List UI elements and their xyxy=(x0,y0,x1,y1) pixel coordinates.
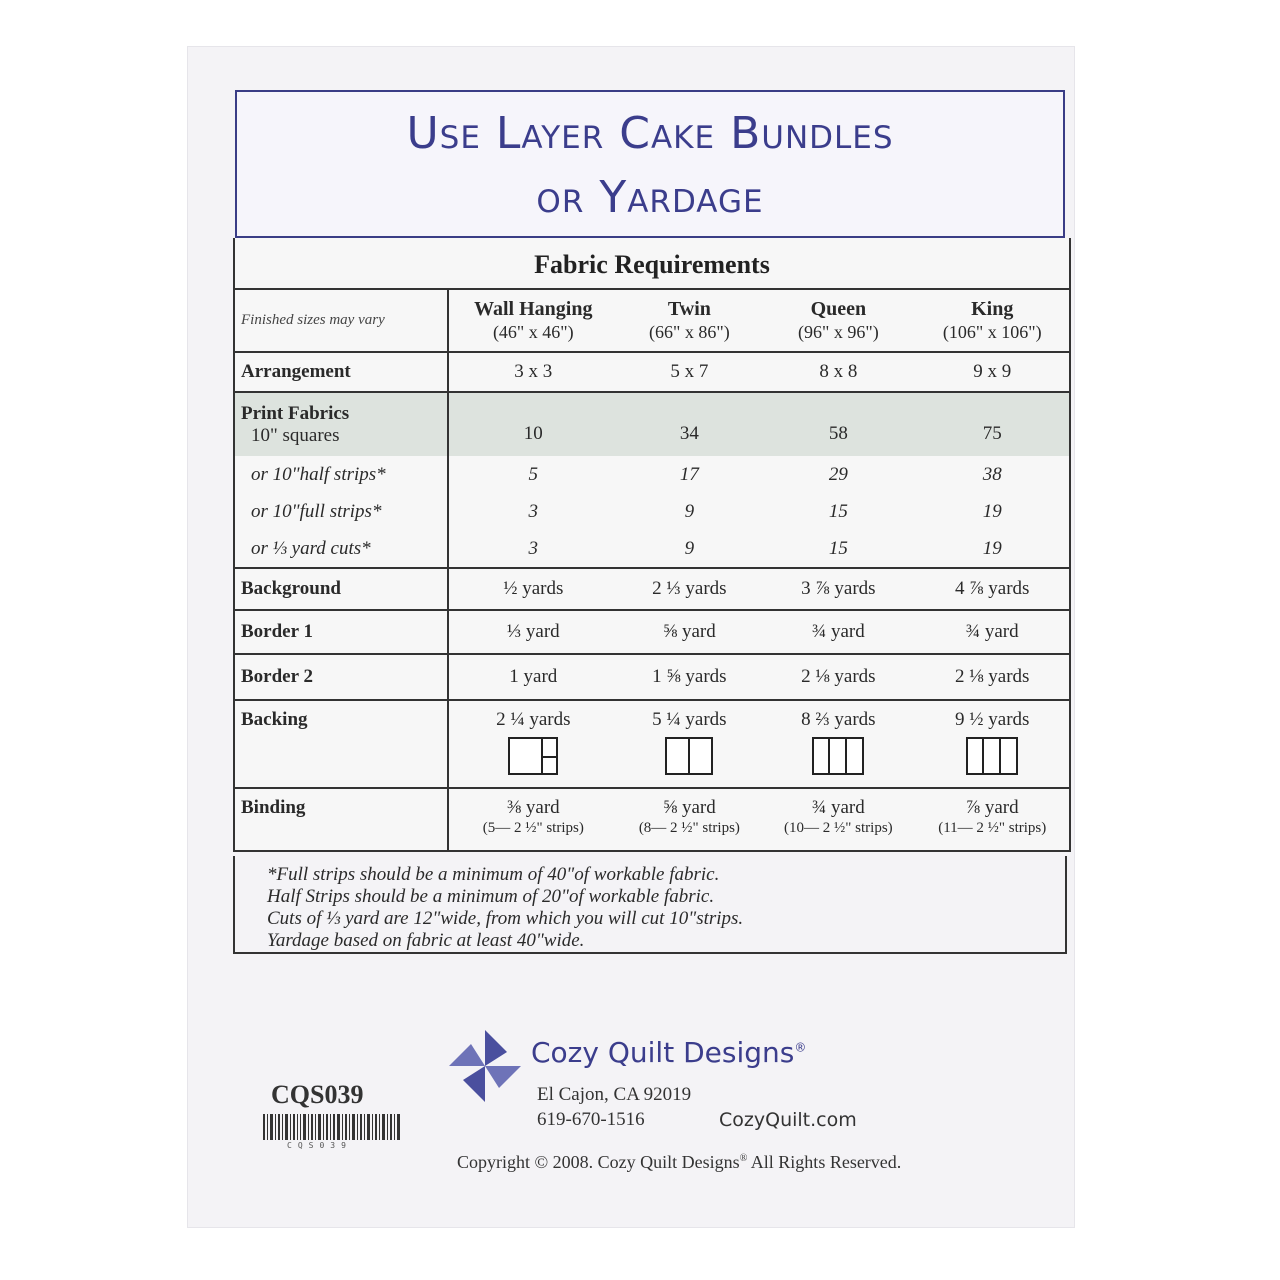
col-name: Wall Hanging xyxy=(474,297,593,320)
cell xyxy=(618,700,762,788)
registered-mark: ® xyxy=(794,1040,807,1055)
row-label xyxy=(235,392,448,456)
col-size: (66" x 86") xyxy=(649,321,730,342)
footnotes xyxy=(233,856,1067,954)
cell-strips: (10— 2 ½" strips) xyxy=(784,820,893,836)
row-label: Border 2 xyxy=(235,654,448,700)
title-line-2: or Yardage xyxy=(536,172,764,223)
table-header-row xyxy=(235,290,1069,352)
row-label: or ⅓ yard cuts* xyxy=(235,530,448,568)
table-row xyxy=(235,568,1069,610)
cell-value: ⅝ yard xyxy=(663,797,716,818)
cell-value: 2 ¼ yards xyxy=(496,709,571,730)
col-name: Queen xyxy=(810,297,867,320)
cell: 38 xyxy=(982,464,1002,485)
cell xyxy=(915,788,1069,850)
col-name: King xyxy=(971,297,1014,320)
table-row xyxy=(235,654,1069,700)
col-size: (106" x 106") xyxy=(942,321,1042,342)
copyright-line xyxy=(457,1152,901,1173)
col-size: (46" x 46") xyxy=(492,321,574,342)
cell: 4 ⅞ yards xyxy=(915,568,1069,610)
cell xyxy=(448,700,618,788)
cell: ⅓ yard xyxy=(448,610,618,654)
cell: 1 yard xyxy=(448,654,618,700)
cell: 8 x 8 xyxy=(761,352,915,392)
col-twin xyxy=(618,290,762,352)
cell-value: ⅜ yard xyxy=(506,797,560,818)
cell: 1 ⅝ yards xyxy=(618,654,762,700)
col-queen xyxy=(761,290,915,352)
cell: 2 ⅛ yards xyxy=(761,654,915,700)
table-heading: Fabric Requirements xyxy=(235,238,1069,290)
row-label-main: Print Fabrics xyxy=(241,402,350,424)
cell: 3 ⅞ yards xyxy=(761,568,915,610)
cell: 19 xyxy=(982,501,1002,522)
table-row xyxy=(235,456,1069,494)
requirements-grid xyxy=(235,290,1069,850)
table-row xyxy=(235,530,1069,568)
footnote: Yardage based on fabric at least 40"wide. xyxy=(267,930,585,951)
cell: ¾ yard xyxy=(761,610,915,654)
cell xyxy=(761,788,915,850)
cell: 2 ⅓ yards xyxy=(618,568,762,610)
cell xyxy=(761,700,915,788)
cell: 9 xyxy=(618,530,762,568)
barcode-icon xyxy=(263,1114,403,1140)
backing-layout-2-icon xyxy=(508,737,558,775)
table-row xyxy=(235,610,1069,654)
cell xyxy=(618,788,762,850)
cell: 58 xyxy=(761,392,915,456)
cell-value: ⅞ yard xyxy=(965,797,1019,818)
cell: 29 xyxy=(828,464,848,485)
brand-name xyxy=(531,1036,806,1069)
cell-strips: (8— 2 ½" strips) xyxy=(638,820,740,836)
sku-code: CQS039 xyxy=(271,1080,364,1109)
table-row xyxy=(235,700,1069,788)
table-row xyxy=(235,392,1069,456)
col-wall-hanging xyxy=(448,290,618,352)
cell: 19 xyxy=(915,530,1069,568)
cell: ½ yards xyxy=(448,568,618,610)
cell: 75 xyxy=(915,392,1069,456)
rights-text: All Rights Reserved. xyxy=(747,1152,902,1172)
footnote: *Full strips should be a minimum of 40"of workable fabric. xyxy=(267,864,720,885)
cell: ¾ yard xyxy=(915,610,1069,654)
row-label: Backing xyxy=(235,700,448,788)
row-label: Background xyxy=(235,568,448,610)
registered-mark: ® xyxy=(739,1153,748,1164)
table-row xyxy=(235,788,1069,850)
table-row xyxy=(235,494,1069,530)
title-line-1: Use Layer Cake Bundles xyxy=(406,108,894,159)
cell: 9 x 9 xyxy=(915,352,1069,392)
backing-layout-2-panel-icon xyxy=(665,737,713,775)
row-label: or 10"half strips* xyxy=(235,456,448,494)
row-label: or 10"full strips* xyxy=(235,494,448,530)
barcode-caption: CQS039 xyxy=(287,1141,352,1150)
cell: 2 ⅛ yards xyxy=(915,654,1069,700)
row-label: Border 1 xyxy=(235,610,448,654)
cell: 15 xyxy=(828,501,848,522)
cell: ⅝ yard xyxy=(618,610,762,654)
cell: 3 xyxy=(448,530,618,568)
copyright-text: Copyright © 2008. Cozy Quilt Designs xyxy=(457,1152,740,1172)
row-sublabel: 10" squares xyxy=(251,424,340,446)
backing-layout-3-panel-icon xyxy=(966,737,1018,775)
cell: 15 xyxy=(761,530,915,568)
cell-strips: (11— 2 ½" strips) xyxy=(938,820,1047,836)
cell: 10 xyxy=(448,392,618,456)
cell: 5 x 7 xyxy=(618,352,762,392)
table-row xyxy=(235,352,1069,392)
cell: 34 xyxy=(618,392,762,456)
col-king xyxy=(915,290,1069,352)
col-name: Twin xyxy=(667,297,711,320)
header-note: Finished sizes may vary xyxy=(235,290,448,352)
footnote: Half Strips should be a minimum of 20"of workable fabric. xyxy=(267,886,715,907)
cell: 3 x 3 xyxy=(448,352,618,392)
pinwheel-logo-icon xyxy=(445,1026,525,1106)
address-block xyxy=(537,1082,691,1132)
footnote: Cuts of ⅓ yard are 12"wide, from which you will cut 10"strips. xyxy=(267,908,744,929)
cell-value: ¾ yard xyxy=(811,797,865,818)
cell: 9 xyxy=(684,501,695,522)
row-label: Arrangement xyxy=(235,352,448,392)
row-label: Binding xyxy=(235,788,448,850)
website: CozyQuilt.com xyxy=(719,1109,857,1131)
cell-strips: (5— 2 ½" strips) xyxy=(482,820,584,836)
col-size: (96" x 96") xyxy=(798,321,879,342)
cell-value: 8 ⅔ yards xyxy=(801,709,876,730)
title-banner xyxy=(235,90,1065,238)
cell-value: 9 ½ yards xyxy=(955,709,1030,730)
cell xyxy=(448,788,618,850)
cell: 3 xyxy=(528,501,539,522)
cell xyxy=(915,700,1069,788)
address: El Cajon, CA 92019 xyxy=(537,1084,692,1105)
fabric-requirements-table xyxy=(233,238,1071,852)
backing-layout-3-panel-icon xyxy=(812,737,864,775)
brand-text: Cozy Quilt Designs xyxy=(531,1036,795,1069)
cell: 17 xyxy=(679,464,699,485)
pattern-back-cover xyxy=(187,46,1075,1228)
cell: 5 xyxy=(528,464,539,485)
phone: 619-670-1516 xyxy=(537,1109,645,1130)
cell-value: 5 ¼ yards xyxy=(652,709,727,730)
